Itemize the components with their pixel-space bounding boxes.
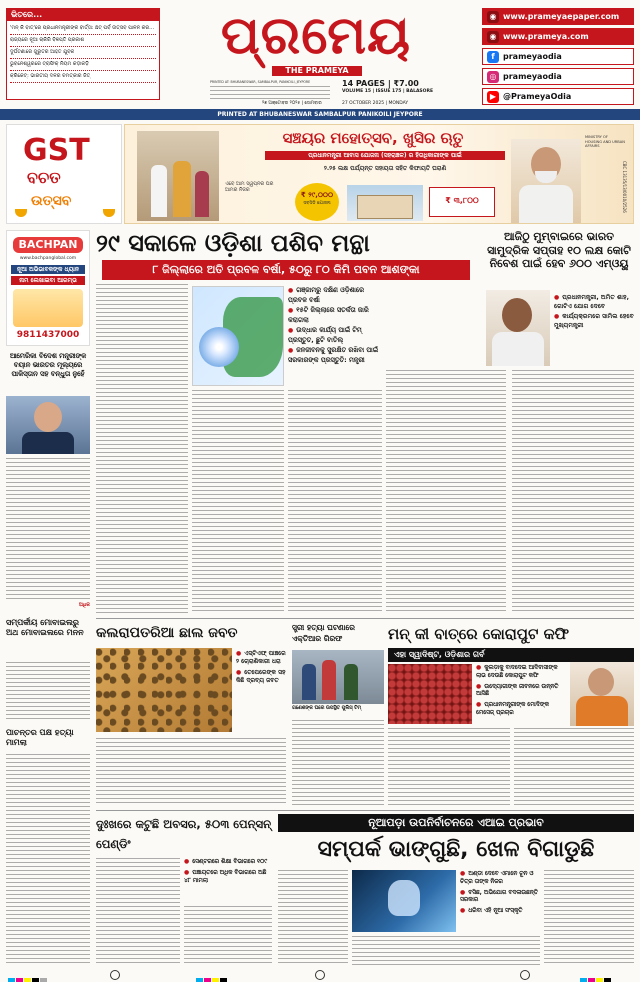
youtube-icon: ▶ [487,91,499,103]
cm-body-1 [386,370,506,614]
bullet-item: ● କାର୍ଯ୍ୟକ୍ରମରେ ସାମିଲ ହେବେ ମୁଖ୍ୟମନ୍ତ୍ରୀ [554,313,634,330]
cm-bullets [554,294,634,366]
inside-list [7,21,159,85]
kids-photo [13,289,83,327]
pension-headline: ଦୁଃଖରେ କଟୁଛି ଅବସର, ୫୦୩ ପେନ୍‌ସନ୍ ପେଣ୍ଡିଂ [96,817,271,851]
diya-icon [15,209,27,217]
inside-item[interactable]: ଭୁବନେଶ୍ୱରରେ ଟ୍ରାଫିକ୍ ନିୟମ କଡ଼ାକଡ଼ି [10,59,156,71]
registration-mark [110,970,120,980]
bullet-item: ● ବସିଛ, ଅଭିଯୋଗ ବଦଳାଉଛନ୍ତି ସରକାର [460,889,540,906]
inside-box [6,8,160,100]
registration-mark [520,970,530,980]
rubio-more: ଅଧିକ [78,602,90,608]
murder-headline: ପାଚନ୍ତର ପକ୍ଷ ହତ୍ୟା ମାମଲା [6,728,74,747]
social-link[interactable] [482,28,634,45]
inside-item[interactable]: ରାଜ୍ୟରେ ନୂଆ ଚାକିରି ବିଜ୍ଞପ୍ତି ପ୍ରକାଶ [10,35,156,47]
price-one: ₹ ୨୯,୦୦୦ [300,191,334,199]
social-label: prameyaodia [503,72,562,81]
mobile-body [6,662,90,720]
rubio-body [6,458,90,600]
lead-body-2 [192,390,284,614]
cbc-code: CBC 13135/13/0010/2526 [622,161,627,213]
facebook-icon: f [487,51,499,63]
bachpan-line2: ନାମ ଲେଖାଇବା ଆରମ୍ଭ [11,276,85,285]
bullet-item: ● ସେଣ୍ଟରରେ ଶିକ୍ଷା ବିଭାଗରେ ୧୦୯ [184,858,272,867]
price-badge [295,183,339,221]
bullet-item: ● ଏସ୍ଟିଏଫ୍ ପାଞ୍ଚରେ ୨ ଚୋରାଶିକାରୀ ଧରା [236,650,286,667]
color-bar-right [580,970,612,982]
social-label: www.prameyaepaper.com [503,12,620,21]
bullet-item: ● ତେପେରେଙ୍କ ସହ କିଛି ଦ୍ରବ୍ୟ ଜବତ [236,669,286,686]
leopard-body [96,738,286,806]
lead-bullets [288,286,382,386]
pmay-ad [124,124,634,224]
globe-icon: ◉ [487,31,499,43]
coffee-beans-photo [388,664,472,724]
rule-1 [96,618,634,619]
modi-portrait [511,139,581,223]
price-two: ₹ ୩,୮୦୦ [445,196,479,205]
spouse-body [292,720,384,806]
rubio-photo [6,396,90,454]
social-link[interactable] [482,8,634,25]
social-label: www.prameya.com [503,32,589,41]
spouse-caption: ଗଣେଶଙ୍କ ଘରେ ଉପସ୍ଥିତ ପୁଲିସ୍ ଟିମ୍ [292,706,362,711]
pmay-quote: ଏବେ ଆମ ସ୍ୱପ୍ନର ଘର ଆମର ନିଜର [225,181,274,193]
instagram-icon: ◎ [487,71,499,83]
leopard-headline: କଲରାପତରିଆ ଛାଲ ଜବତ [96,625,238,641]
pages-price: 14 PAGES | ₹7.00 [342,79,419,88]
social-label: @PrameyaOdia [503,92,572,101]
pension-body-2 [184,906,272,966]
ai-bullets [460,870,540,932]
bullet-item: ● ଉଦ୍ୟୋଗୀଙ୍କ ଜୀବନରେ ଉନ୍ନତି ଆସିଛି [476,683,566,700]
ai-body-1 [278,870,348,966]
family-photo [137,131,219,221]
bullet-item: ● ଉଦ୍ଧାର କାର୍ଯ୍ୟ ପାଇଁ ଟିମ୍ ପ୍ରସ୍ତୁତ, ଛୁଟି ବାତିଲ୍ [288,326,382,344]
imprint-details [210,86,330,100]
lead-headline: ୨୯ ସକାଳେ ଓଡ଼ିଶା ପଶିବ ମନ୍ଥା [96,229,370,257]
bachpan-phone: 9811437000 [16,330,80,340]
lead-subhead: ୮ ଜିଲ୍ଲାରେ ଅତି ପ୍ରବଳ ବର୍ଷା, ୫୦ରୁ ୮୦ କିମି ପବନ ଆଶଙ୍କା [102,260,470,280]
gst-utsav: ଉତ୍ସବ [31,193,72,209]
coffee-body-2 [514,728,634,806]
bachpan-logo: BACHPAN [13,237,83,253]
cyclone-map [192,286,284,386]
coffee-bullets [476,664,566,724]
lead-body-3 [288,390,382,614]
rule-2 [96,810,634,811]
diya-icon [103,209,115,217]
cm-headline: ଆଜିଠୁ ମୁମ୍ବାଇରେ ଭାରତ ସାମୁଦ୍ରିକ ସପ୍ତାହ ୧୦ ଲକ୍ଷ କୋଟି ନିବେଶ ପାଇଁ ହେବ ୬୦୦ ଏମ୍ଓୟୁ [487,230,631,270]
cm-photo [486,290,550,366]
scheme-label: ସବସିଡି ଯୋଜନା [303,201,331,206]
bachpan-url: www.bachpanglobal.com [19,256,77,261]
ai-robot-photo [352,870,456,932]
bullet-item: ● ପ୍ରଧାନମନ୍ତ୍ରୀ, ଅମିତ ଶାହ, ଗୋଟିଏ ଯୋଗ ଦେବେ [554,294,634,311]
social-links [482,8,634,108]
bullet-item: ● ଅଣ୍ଡା ଦେବେ ଏମାନେ ଚୂନ ଓ ଚିତ୍ର ତାଙ୍କ ନିଜର [460,870,540,887]
bullet-item: ● ୧୫ଟି ଜିଲ୍ଲାରେ ସତର୍କତା ଜାରି କରାଗଲା [288,306,382,324]
leopard-skin-photo [96,648,232,732]
bullet-item: ● କୁଲଡ଼ାକୁ ବାଦଦେଇ ଆଦିବାସୀଙ୍କ ଲାଭ ଦେଉଛି କୋରାପୁଟ କଫି [476,664,566,681]
bullet-item: ● ପ୍ରଧାନମନ୍ତ୍ରୀଙ୍କ ମୋଦିଙ୍କ ମେସେଜ୍ ପ୍ରଚାର [476,701,566,718]
bullet-item: ● ଧରିବା ଏହି ନୂଆ ସଂସ୍କୃତି [460,907,540,916]
date-odia: ୨୭ ଅକ୍ଟୋବର ୨୦୨୫ | ସୋମବାର [262,101,322,106]
bullet-item: ● ଜନଜୀବନକୁ ସୁରକ୍ଷିତ ରଖିବା ପାଇଁ ସରକାରଙ୍କ ପ୍ରସ୍ତୁତି: ମନ୍ତ୍ରୀ [288,346,382,364]
volume-info: VOLUME 15 | ISSUE 175 | BALASORE [342,89,434,94]
imprint-line: PRINTED AT: BHUBANESWAR, SAMBALPUR, PANIKOILI, JEYPORE [210,80,311,84]
inside-item[interactable]: 'ମନ୍ କି ବାତ୍'ରେ ପ୍ରଧାନମନ୍ତ୍ରୀଙ୍କ ବାର୍ତ୍ତା: ଛଟ୍ ପର୍ବ ଉତ୍ସବ ପାଳନ କରନ୍ତୁ [10,23,156,35]
printed-at-bar: PRINTED AT BHUBANESWAR SAMBALPUR PANIKOILI JEYPORE [0,109,640,120]
murder-body [6,754,90,966]
globe-icon: ◉ [487,11,499,23]
house-image [347,185,423,221]
pmay-subtitle: ପ୍ରଧାନମନ୍ତ୍ରୀ ଆବାସ ଯୋଜନା (ସହରାଞ୍ଚଳ) ର ହିତାଧିକାରୀଙ୍କ ପାଇଁ [265,151,505,160]
lead-body-1 [96,284,188,614]
ai-body-2 [352,936,540,966]
inside-item[interactable]: କ୍ରିକେଟ୍: ଭାରତୀୟ ଦଳର ଚମତ୍କାର ଜିତ୍ [10,71,156,83]
registration-mark [315,970,325,980]
leopard-bullets [236,650,286,734]
pension-bullets [184,858,272,902]
social-label: prameyaodia [503,52,562,61]
spouse-headline: ସ୍ତ୍ରୀ ହତ୍ୟା ଘଟଣାରେ ଏକ୍ତିଆର ଗିରଫ [292,623,355,643]
coffee-headline: ମନ୍ କୀ ବାତ୍‌ରେ କୋରାପୁଟ କଫି [388,625,570,643]
inside-label: ଭିତରେ... [7,9,159,21]
coffee-body-1 [388,728,510,806]
bullet-item: ● ପଞ୍ଚାୟତରେ ଅଧିକ ବିଭାଗରେ ଅଛି ୪୮ ମାମଲା [184,869,272,886]
modi-photo [570,662,634,726]
inside-item[interactable]: ଦୁର୍ଘଟଣାରେ ଗୁରୁତର ଆହତ ଯୁବକ [10,47,156,59]
pmay-title: ସଞ୍ଚୟର ମହୋତ୍ସବ, ଖୁସିର ଋତୁ [282,129,464,147]
cm-body-2 [512,370,634,614]
masthead-logo: ପ୍ରମେୟ [220,6,412,66]
price-box [429,187,495,217]
gst-bachat: ବଚତ [27,168,61,187]
ai-headline: ସମ୍ପର୍କ ଭାଙ୍ଗୁଛି, ଖେଳ ବିଗାଡୁଛି [317,837,595,862]
ministry-logo: MINISTRY OF HOUSING AND URBAN AFFAIRS [585,135,625,149]
bachpan-ad [6,230,90,346]
pmay-subline: ୨.୨୫ ଲକ୍ଷ ପର୍ଯ୍ୟନ୍ତ ସହାୟତା ସହିତ କିଫାୟତି ଘରାଣି [323,165,447,172]
gst-title: GST [23,133,90,168]
pension-body-1 [96,858,180,966]
ai-body-3 [544,870,634,966]
color-bar-center [196,970,228,982]
date-english: 27 OCTOBER 2025 | MONDAY [342,101,409,106]
bullet-item: ● ଗଞ୍ଜାମରୁ ଦକ୍ଷିଣ ଓଡ଼ିଶାରେ ପ୍ରବଳ ବର୍ଷା [288,286,382,304]
coffee-subhead: ଏହା ସ୍ୱାଦିଷ୍ଟ, ଓଡ଼ିଶାର ଗର୍ବ [388,648,634,662]
mobile-headline: ସମ୍ପର୍କୀୟ ମୋବାଇଲରୁ ଅଥ ମୋବାଇଲରେ ମନନ [6,618,84,637]
gst-ad [6,124,122,224]
rubio-headline: ଆମେରିକା ବିଦେଶ ମନ୍ତ୍ରୀଙ୍କ ବୟାନ ଭାରତର ମୂଲ୍ୟରେ ପାକିସ୍ତାନ ସହ ବନ୍ଧୁତା ନୁହେଁ [9,352,87,378]
social-link[interactable] [482,68,634,85]
social-link[interactable] [482,88,634,105]
social-link[interactable] [482,48,634,65]
ai-banner: ନୂଆପଡ଼ା ଉପନିର୍ବାଚନରେ ଏଆଇ ପ୍ରଭାବ [278,814,634,832]
logo-subtitle: THE PRAMEYA [272,66,362,76]
spouse-photo [292,650,384,704]
color-bar-left [8,970,48,982]
bachpan-line1: ନୂଆ ଅଭିଭାବକଙ୍କ ଧ୍ୟାନ [11,265,85,274]
